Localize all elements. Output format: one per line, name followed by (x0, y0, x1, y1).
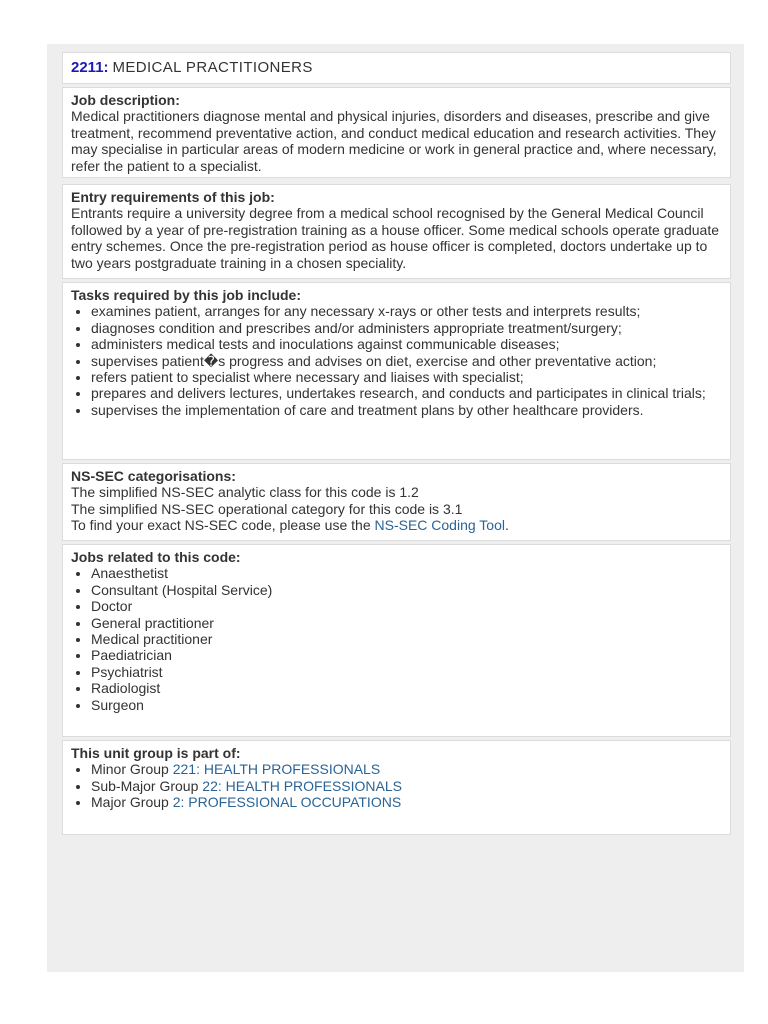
occupation-name: MEDICAL PRACTITIONERS (112, 59, 313, 76)
hierarchy-heading: This unit group is part of: (71, 745, 241, 761)
minor-group-link[interactable] (173, 761, 380, 777)
list-item: • supervises the implementation of care and treatment plans by other healthcare providers. (91, 402, 722, 418)
job-description-text: Medical practitioners diagnose mental and physical injuries, disorders and diseases, prescribe and give treatment, recommend preventative action, and conduct medical education and research activities. They may specialise in particular areas of modern medicine or work in general practice and, where necessary, refer the patient to a specialist. (71, 108, 717, 174)
job-description-heading: Job description: (71, 92, 180, 108)
tasks-section (62, 282, 731, 460)
list-item: • Doctor (91, 598, 722, 614)
major-group-name: : PROFESSIONAL OCCUPATIONS (180, 794, 402, 811)
tasks-heading: Tasks required by this job include: (71, 287, 302, 303)
list-item: • examines patient, arranges for any necessary x-rays or other tests and interprets results; (91, 303, 722, 319)
occupation-code: 2211 (71, 59, 104, 76)
list-item: • Consultant (Hospital Service) (91, 582, 722, 598)
nssec-tool-prefix: To find your exact NS-SEC code, please use the (71, 517, 375, 534)
list-item: • Surgeon (91, 697, 722, 713)
list-item: • administers medical tests and inoculations against communicable diseases; (91, 336, 722, 352)
nssec-analytic-class: The simplified NS-SEC analytic class for this code is 1.2 (71, 484, 419, 501)
list-item: • Anaesthetist (91, 565, 722, 581)
minor-group-name: : HEALTH PROFESSIONALS (196, 761, 381, 778)
list-item: • General practitioner (91, 615, 722, 631)
nssec-tool-suffix: . (504, 517, 509, 534)
entry-requirements-heading: Entry requirements of this job: (71, 189, 275, 205)
entry-requirements-text: Entrants require a university degree from a medical school recognised by the General Medical Council followed by a year of pre-registration training as a house officer. Some medical schools operate graduate entry schemes. Once the pre-registration period as house officer is completed, doctors undertake up to two years postgraduate training in a chosen speciality. (71, 205, 719, 271)
page-title (62, 52, 731, 84)
minor-group-prefix: Minor Group (91, 761, 173, 778)
sub-major-group-item (91, 778, 722, 794)
minor-group-item (91, 761, 722, 777)
list-item: • refers patient to specialist where necessary and liaises with specialist; (91, 369, 722, 385)
entry-requirements-section (62, 184, 731, 279)
related-jobs-list (71, 565, 722, 713)
title-colon: : (103, 59, 109, 76)
nssec-coding-tool-link[interactable]: NS-SEC Coding Tool (374, 517, 505, 534)
sub-major-group-code: 22 (202, 777, 218, 794)
list-item: • Paediatrician (91, 647, 722, 663)
nssec-operational-category: The simplified NS-SEC operational category for this code is 3.1 (71, 500, 463, 517)
nssec-heading: NS-SEC categorisations: (71, 468, 236, 484)
content-panel (47, 44, 744, 972)
hierarchy-section (62, 740, 731, 835)
list-item: • prepares and delivers lectures, undertakes research, and conducts and participates in clinical trials; (91, 385, 722, 401)
tasks-list (71, 303, 722, 418)
job-description-section (62, 87, 731, 178)
hierarchy-list (71, 761, 722, 810)
major-group-code: 2 (172, 794, 181, 811)
list-item: • Medical practitioner (91, 631, 722, 647)
sub-major-group-prefix: Sub-Major Group (91, 777, 203, 794)
list-item: • Radiologist (91, 680, 722, 696)
sub-major-group-link[interactable] (202, 778, 402, 794)
list-item: • supervises patient�s progress and advises on diet, exercise and other preventative action; (91, 353, 722, 369)
related-jobs-heading: Jobs related to this code: (71, 549, 241, 565)
major-group-item (91, 794, 722, 810)
list-item: • diagnoses condition and prescribes and/or administers appropriate treatment/surgery; (91, 320, 722, 336)
nssec-tool-line (71, 517, 722, 533)
related-jobs-section (62, 544, 731, 737)
list-item: • Psychiatrist (91, 664, 722, 680)
nssec-section (62, 463, 731, 541)
major-group-link[interactable] (173, 794, 401, 810)
minor-group-code: 221 (172, 761, 197, 778)
major-group-prefix: Major Group (91, 794, 173, 811)
sub-major-group-name: : HEALTH PROFESSIONALS (217, 777, 402, 794)
